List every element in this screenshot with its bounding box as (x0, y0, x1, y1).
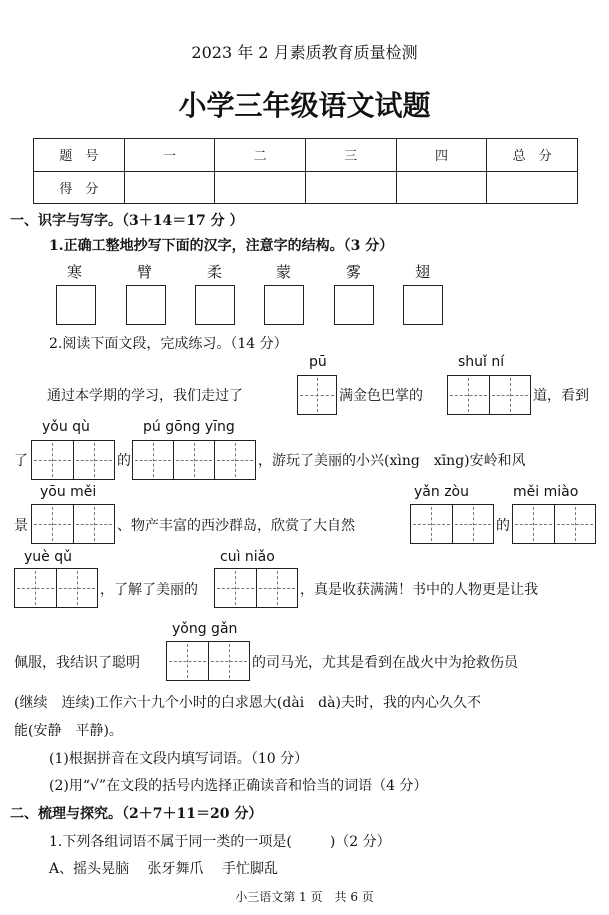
answer-grid[interactable] (31, 440, 115, 480)
passage-text: (继续 连续)工作六十九个小时的白求恩大(dài dà)夫时，我的内心久久不 (14, 695, 481, 711)
page-title: 小学三年级语文试题 (178, 89, 431, 122)
score-header-cell: 二 (215, 139, 306, 172)
score-header-cell: 题 号 (34, 139, 125, 172)
pinyin: yǎn zòu (414, 484, 469, 500)
answer-grid[interactable] (31, 504, 115, 544)
passage-text: 能(安静 平静)。 (14, 723, 123, 739)
section-heading: 二、梳理与探究。（2＋7＋11＝20 分） (10, 806, 263, 822)
passage-text: ，游玩了美丽的小兴(xìng xīng)安岭和风 (258, 453, 526, 469)
score-header-cell: 总 分 (487, 139, 578, 172)
passage-text: 的 (496, 518, 510, 534)
copy-box[interactable] (195, 285, 235, 325)
passage-text: 的 (117, 453, 131, 469)
score-input-cell[interactable] (305, 171, 396, 204)
answer-grid[interactable] (297, 375, 337, 415)
passage-text: 道，看到 (533, 388, 589, 404)
character: 翅 (415, 263, 431, 281)
question-part: 1.下列各组词语不属于同一类的一项是( (49, 834, 292, 850)
pinyin: pú gōng yīng (143, 419, 235, 435)
answer-grid[interactable] (512, 504, 596, 544)
score-header-cell: 四 (396, 139, 487, 172)
character: 柔 (207, 263, 223, 281)
score-table (33, 138, 578, 204)
copy-box[interactable] (126, 285, 166, 325)
pinyin: měi miào (513, 484, 579, 500)
pinyin: yōu měi (40, 484, 97, 500)
score-label-cell: 得 分 (34, 171, 125, 204)
pinyin: pū (309, 354, 327, 370)
character: 臂 (137, 263, 153, 281)
character: 蒙 (276, 263, 292, 281)
exam-title: 2023 年 2 月素质教育质量检测 (191, 43, 418, 62)
sub-question: (2)用“√”在文段的括号内选择正确读音和恰当的词语（4 分） (49, 778, 428, 794)
copy-box[interactable] (403, 285, 443, 325)
question-part: )（2 分） (329, 834, 391, 850)
pinyin: yǒu qù (42, 419, 90, 435)
passage-text: 、物产丰富的西沙群岛，欣赏了大自然 (117, 518, 355, 534)
copy-box[interactable] (264, 285, 304, 325)
passage-text: 的司马光，尤其是看到在战火中为抢救伤员 (252, 655, 518, 671)
passage-text: 通过本学期的学习，我们走过了 (47, 388, 243, 404)
passage-text: ，真是收获满满！书中的人物更是让我 (300, 582, 538, 598)
passage-text: 了 (14, 453, 28, 469)
passage-text: 佩服，我结识了聪明 (14, 655, 140, 671)
pinyin: shuǐ ní (458, 354, 505, 370)
score-header-cell: 一 (124, 139, 215, 172)
answer-grid[interactable] (214, 568, 298, 608)
character: 寒 (67, 263, 83, 281)
sub-question: (1)根据拼音在文段内填写词语。（10 分） (49, 751, 309, 767)
passage-text: 景 (14, 518, 28, 534)
question-text: 1.正确工整地抄写下面的汉字，注意字的结构。（3 分） (49, 238, 394, 254)
answer-grid[interactable] (132, 440, 256, 480)
answer-grid[interactable] (447, 375, 531, 415)
score-input-cell[interactable] (215, 171, 306, 204)
score-input-cell[interactable] (487, 171, 578, 204)
question-text (49, 831, 391, 851)
passage-text: ，了解了美丽的 (100, 582, 198, 598)
pinyin: yuè qǔ (24, 549, 72, 565)
answer-grid[interactable] (410, 504, 494, 544)
answer-grid[interactable] (166, 641, 250, 681)
page-footer: 小三语文第 1 页 共 6 页 (235, 890, 374, 904)
score-header-cell: 三 (305, 139, 396, 172)
score-input-cell[interactable] (396, 171, 487, 204)
option-a: A、摇头晃脑 张牙舞爪 手忙脚乱 (49, 861, 279, 877)
copy-box[interactable] (56, 285, 96, 325)
pinyin: cuì niǎo (220, 549, 275, 565)
passage-text: 满金色巴掌的 (339, 388, 423, 404)
answer-grid[interactable] (14, 568, 98, 608)
question-text: 2.阅读下面文段，完成练习。（14 分） (49, 336, 288, 352)
copy-box[interactable] (334, 285, 374, 325)
score-input-cell[interactable] (124, 171, 215, 204)
section-heading: 一、识字与写字。（3＋14＝17 分 ） (10, 213, 244, 229)
pinyin: yǒng gǎn (172, 621, 238, 637)
character: 雾 (346, 263, 362, 281)
